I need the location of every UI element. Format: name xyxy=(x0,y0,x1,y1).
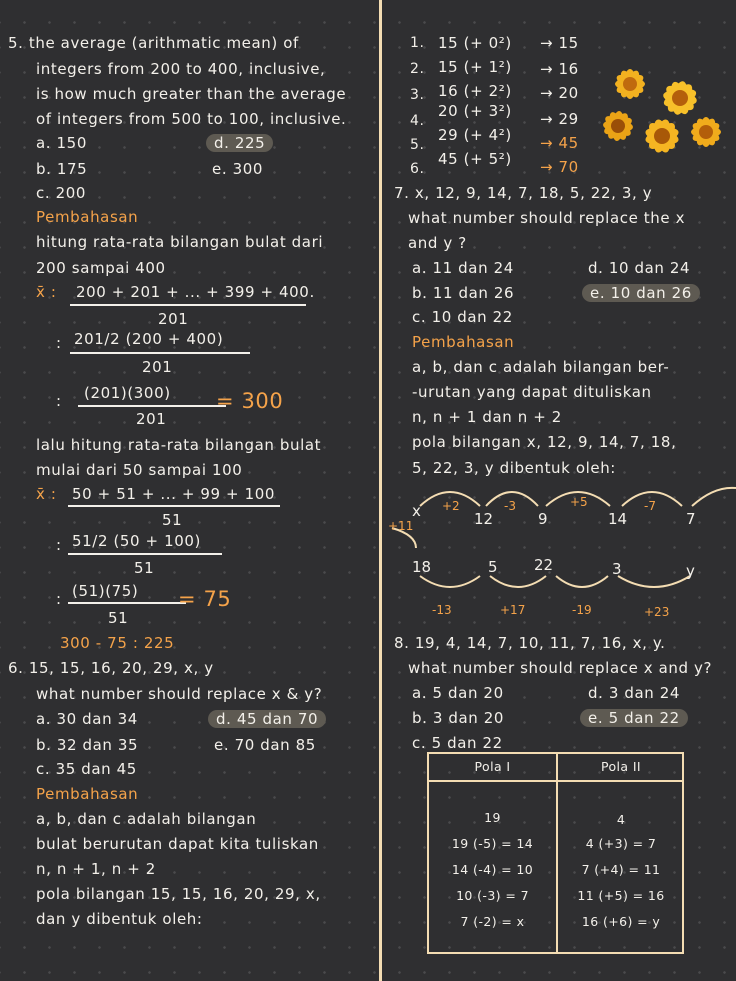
table-cell: 19 (-5) = 14 xyxy=(451,836,534,851)
seq-number-1: 1. xyxy=(410,35,425,51)
q5-answer: 300 - 75 : 225 xyxy=(60,634,175,652)
diagram-top-value: 14 xyxy=(608,510,628,528)
seq-number-4: 4. xyxy=(410,113,425,129)
table-cell: 7 (+4) = 11 xyxy=(581,862,661,877)
q6-line-1: 6. 15, 15, 16, 20, 29, x, y xyxy=(8,659,214,677)
table-cell: 16 (+6) = y xyxy=(581,914,661,929)
formula-1-numerator: 200 + 201 + ... + 399 + 400. xyxy=(76,283,315,301)
q6-line-2: what number should replace x & y? xyxy=(36,685,323,703)
q8-option-d: d. 3 dan 24 xyxy=(588,684,681,702)
bottom-arc-2 xyxy=(490,576,546,587)
q5-explanation-4: mulai dari 50 sampai 100 xyxy=(36,461,243,479)
formula-g2-denominator: 51 xyxy=(134,559,155,577)
q6-explanation-1: a, b, dan c adalah bilangan xyxy=(36,810,257,828)
seq-number-3: 3. xyxy=(410,87,425,103)
q6-option-e: e. 70 dan 85 xyxy=(214,736,316,754)
q6-pembahasan-heading: Pembahasan xyxy=(36,785,139,803)
flower-1-icon xyxy=(614,68,646,100)
seq-result-6: → 70 xyxy=(540,158,579,176)
q7-option-c: c. 10 dan 22 xyxy=(412,308,513,326)
bottom-arc-1 xyxy=(420,576,480,587)
table-cell: 4 xyxy=(616,812,626,827)
diagram-bottom-diff: +17 xyxy=(500,603,526,617)
diagram-bottom-value: 22 xyxy=(534,556,554,574)
diagram-bottom-value: y xyxy=(686,562,695,580)
formula-3-prefix: : xyxy=(56,392,62,410)
seq-expr-6: 45 (+ 5²) xyxy=(438,150,512,168)
diagram-top-value: 7 xyxy=(686,510,696,528)
formula-g3-prefix: : xyxy=(56,590,62,608)
seq-expr-4: 20 (+ 3²) xyxy=(438,102,512,120)
pattern-diagram xyxy=(386,480,736,625)
q7-explanation-2: -urutan yang dapat dituliskan xyxy=(412,383,652,401)
fraction-bar xyxy=(70,304,306,306)
q7-explanation-3: n, n + 1 dan n + 2 xyxy=(412,408,562,426)
q7-option-d: d. 10 dan 24 xyxy=(588,259,691,277)
diagram-top-diff: +2 xyxy=(442,499,460,513)
q5-line-4: of integers from 500 to 100, inclusive. xyxy=(36,110,347,128)
q8-option-e-highlighted: e. 5 dan 22 xyxy=(580,709,688,727)
q5-explanation-3: lalu hitung rata-rata bilangan bulat xyxy=(36,436,322,454)
q6-option-a: a. 30 dan 34 xyxy=(36,710,138,728)
seq-expr-2: 15 (+ 1²) xyxy=(438,58,512,76)
q7-pembahasan-heading: Pembahasan xyxy=(412,333,515,351)
seq-number-2: 2. xyxy=(410,61,425,77)
flower-4-icon xyxy=(644,118,680,154)
diagram-link-diff: +11 xyxy=(388,519,414,533)
q5-pembahasan-heading: Pembahasan xyxy=(36,208,139,226)
mean-symbol: x̄ : xyxy=(36,283,57,301)
top-arc-5 xyxy=(692,488,736,506)
table-header-pola-1: Pola I xyxy=(474,759,511,774)
diagram-top-value: 12 xyxy=(474,510,494,528)
table-header-pola-2: Pola II xyxy=(600,759,642,774)
q5-explanation-2: 200 sampai 400 xyxy=(36,259,166,277)
flower-2-icon xyxy=(662,80,699,117)
diagram-bottom-value: 3 xyxy=(612,560,622,578)
table-cell: 10 (-3) = 7 xyxy=(456,888,529,903)
formula-g3-numerator: (51)(75) xyxy=(72,582,139,600)
fraction-bar xyxy=(70,352,250,354)
q5-option-c: c. 200 xyxy=(36,184,87,202)
q5-line-2: integers from 200 to 400, inclusive, xyxy=(36,60,326,78)
formula-g2-prefix: : xyxy=(56,536,62,554)
formula-g1-denominator: 51 xyxy=(162,511,183,529)
formula-1-denominator: 201 xyxy=(158,310,189,328)
q6-option-c: c. 35 dan 45 xyxy=(36,760,137,778)
table-header-divider xyxy=(429,780,682,782)
seq-number-6: 6. xyxy=(410,161,425,177)
sunflower-decoration xyxy=(590,56,726,166)
q7-option-a: a. 11 dan 24 xyxy=(412,259,514,277)
q7-line-3: and y ? xyxy=(408,234,467,252)
q8-option-b: b. 3 dan 20 xyxy=(412,709,505,727)
q6-explanation-5: dan y dibentuk oleh: xyxy=(36,910,203,928)
diagram-bottom-value: 18 xyxy=(412,558,432,576)
seq-result-4: → 29 xyxy=(540,110,579,128)
bottom-arc-3 xyxy=(556,576,608,587)
q7-option-e-highlighted: e. 10 dan 26 xyxy=(582,284,700,302)
diagram-bottom-diff: -13 xyxy=(432,603,452,617)
formula-2-denominator: 201 xyxy=(142,358,173,376)
q5-option-e: e. 300 xyxy=(212,160,263,178)
diagram-top-diff: -7 xyxy=(644,499,656,513)
table-cell: 7 (-2) = x xyxy=(460,914,525,929)
q7-explanation-1: a, b, dan c adalah bilangan ber- xyxy=(412,358,670,376)
fraction-bar xyxy=(78,405,226,407)
q5-explanation-1: hitung rata-rata bilangan bulat dari xyxy=(36,233,324,251)
q7-option-b: b. 11 dan 26 xyxy=(412,284,515,302)
pola-table xyxy=(427,752,684,954)
diagram-bottom-value: 5 xyxy=(488,558,498,576)
diagram-top-value: x xyxy=(412,502,421,520)
q7-explanation-5: 5, 22, 3, y dibentuk oleh: xyxy=(412,459,616,477)
formula-g2-numerator: 51/2 (50 + 100) xyxy=(72,532,201,550)
q6-explanation-4: pola bilangan 15, 15, 16, 20, 29, x, xyxy=(36,885,321,903)
formula-2-numerator: 201/2 (200 + 400) xyxy=(74,330,224,348)
seq-number-5: 5. xyxy=(410,137,425,153)
q5-line-3: is how much greater than the average xyxy=(36,85,347,103)
seq-expr-5: 29 (+ 4²) xyxy=(438,126,512,144)
mean-symbol: x̄ : xyxy=(36,485,57,503)
q5-option-d-highlighted: d. 225 xyxy=(206,134,273,152)
seq-result-1: → 15 xyxy=(540,34,579,52)
q5-option-a: a. 150 xyxy=(36,134,87,152)
formula-3-result: = 300 xyxy=(216,389,284,413)
seq-result-2: → 16 xyxy=(540,60,579,78)
formula-2-prefix: : xyxy=(56,334,62,352)
diagram-top-diff: +5 xyxy=(570,495,588,509)
flower-5-icon xyxy=(690,116,722,148)
q6-option-b: b. 32 dan 35 xyxy=(36,736,139,754)
diagram-top-value: 9 xyxy=(538,510,548,528)
q7-line-2: what number should replace the x xyxy=(408,209,686,227)
bottom-arc-4 xyxy=(618,576,690,587)
table-cell: 14 (-4) = 10 xyxy=(451,862,534,877)
formula-3-numerator: (201)(300) xyxy=(84,384,171,402)
diagram-top-diff: -3 xyxy=(504,499,516,513)
table-cell: 11 (+5) = 16 xyxy=(577,888,665,903)
q8-line-2: what number should replace x and y? xyxy=(408,659,713,677)
table-cell: 4 (+3) = 7 xyxy=(585,836,657,851)
diagram-bottom-diff: +23 xyxy=(644,605,670,619)
q8-option-c: c. 5 dan 22 xyxy=(412,734,503,752)
page-divider xyxy=(379,0,382,981)
fraction-bar xyxy=(68,553,222,555)
formula-g3-result: = 75 xyxy=(178,587,232,611)
seq-result-5: → 45 xyxy=(540,134,579,152)
q6-explanation-3: n, n + 1, n + 2 xyxy=(36,860,156,878)
formula-g3-denominator: 51 xyxy=(108,609,129,627)
fraction-bar xyxy=(68,505,280,507)
seq-expr-3: 16 (+ 2²) xyxy=(438,82,512,100)
seq-expr-1: 15 (+ 0²) xyxy=(438,34,512,52)
q8-option-a: a. 5 dan 20 xyxy=(412,684,504,702)
q7-explanation-4: pola bilangan x, 12, 9, 14, 7, 18, xyxy=(412,433,677,451)
q5-line-1: 5. the average (arithmatic mean) of xyxy=(8,34,299,52)
diagram-bottom-diff: -19 xyxy=(572,603,592,617)
table-cell: 19 xyxy=(484,810,501,825)
q8-line-1: 8. 19, 4, 14, 7, 10, 11, 7, 16, x, y. xyxy=(394,634,666,652)
seq-result-3: → 20 xyxy=(540,84,579,102)
q6-option-d-highlighted: d. 45 dan 70 xyxy=(208,710,326,728)
flower-3-icon xyxy=(602,110,634,142)
formula-g1-numerator: 50 + 51 + ... + 99 + 100 xyxy=(72,485,276,503)
q5-option-b: b. 175 xyxy=(36,160,88,178)
fraction-bar xyxy=(68,602,186,604)
q6-explanation-2: bulat berurutan dapat kita tuliskan xyxy=(36,835,319,853)
q7-line-1: 7. x, 12, 9, 14, 7, 18, 5, 22, 3, y xyxy=(394,184,653,202)
formula-3-denominator: 201 xyxy=(136,410,167,428)
